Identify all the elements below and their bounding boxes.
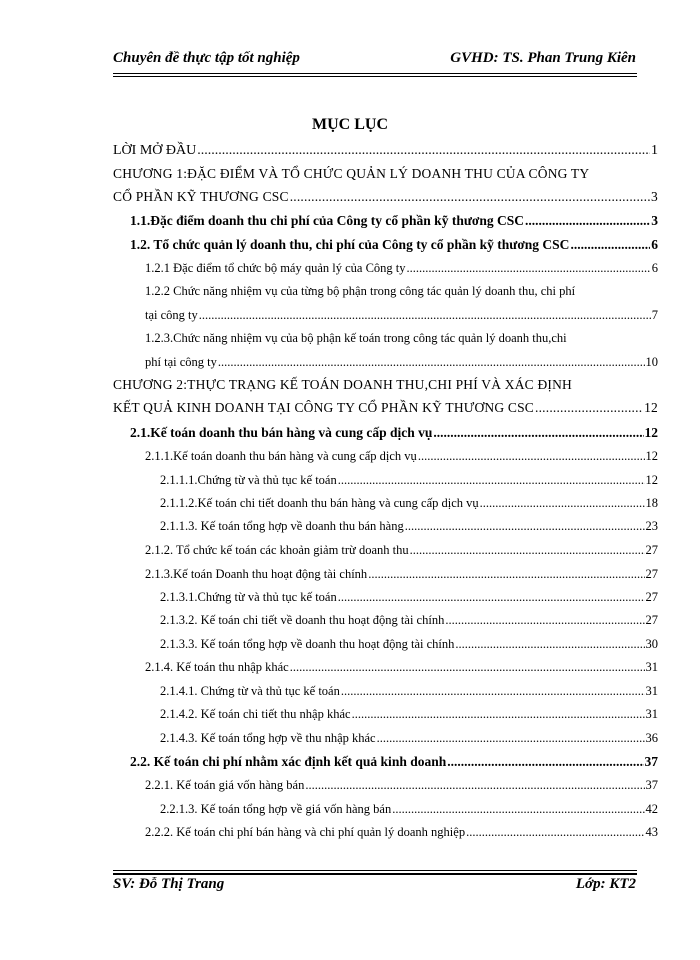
dot-leader (433, 423, 643, 443)
toc-section-2-1-1-2[interactable]: 2.1.1.2.Kế toán chi tiết doanh thu bán hàng và cung cấp dịch vụ ..... 18 (160, 493, 658, 513)
dot-leader (392, 799, 644, 819)
toc-section-2-1[interactable]: 2.1.Kế toán doanh thu bán hàng và cung cấp dịch vụ ..... 12 (130, 423, 658, 443)
dot-leader (290, 657, 645, 677)
toc-section-2-1-3[interactable]: 2.1.3.Kế toán Doanh thu hoạt động tài chính ..... 27 (145, 564, 658, 584)
footer-rule-thick (113, 873, 637, 875)
page-number: 3 (651, 213, 658, 228)
dot-leader (418, 446, 645, 466)
page-number: 36 (645, 731, 658, 745)
page-number: 37 (644, 754, 658, 769)
toc-section-2-1-1-1[interactable]: 2.1.1.1.Chứng từ và thủ tục kế toán ..... 12 (160, 470, 658, 490)
dot-leader (407, 258, 651, 278)
dot-leader (525, 211, 650, 231)
toc-section-2-2-1[interactable]: 2.2.1. Kế toán giá vốn hàng bán ..... 37 (145, 775, 658, 795)
toc-section-2-1-4-2[interactable]: 2.1.4.2. Kế toán chi tiết thu nhập khác ..... 31 (160, 704, 658, 724)
toc-section-2-2[interactable]: 2.2. Kế toán chi phí nhằm xác định kết quả kinh doanh ..... 37 (130, 752, 658, 772)
toc-section-1-1[interactable]: 1.1.Đặc điểm doanh thu chi phí của Công ty cổ phần kỹ thương CSC ..... 3 (130, 211, 658, 231)
toc-chapter-2-line2[interactable]: KẾT QUẢ KINH DOANH TẠI CÔNG TY CỔ PHẦN KỸ THƯƠNG CSC ..... 12 (113, 398, 658, 418)
dot-leader (197, 141, 650, 161)
toc-section-2-1-1[interactable]: 2.1.1.Kế toán doanh thu bán hàng và cung cấp dịch vụ ..... 12 (145, 446, 658, 466)
toc-chapter-1-line1[interactable]: CHƯƠNG 1:ĐẶC ĐIỂM VÀ TỔ CHỨC QUẢN LÝ DOANH THU CỦA CÔNG TY (113, 166, 590, 181)
footer-rule-thin (113, 870, 637, 871)
toc-section-2-1-3-2[interactable]: 2.1.3.2. Kế toán chi tiết về doanh thu hoạt động tài chính ..... 27 (160, 610, 658, 630)
dot-leader (455, 634, 644, 654)
toc-section-1-2-1[interactable]: 1.2.1 Đặc điểm tổ chức bộ máy quản lý của Công ty ..... 6 (145, 258, 658, 278)
dot-leader (447, 752, 643, 772)
page-number: 31 (645, 684, 658, 698)
dot-leader (352, 704, 645, 724)
dot-leader (535, 398, 643, 418)
footer-class: Lớp: KT2 (575, 876, 636, 892)
page-number: 27 (645, 613, 658, 627)
page-number: 12 (644, 400, 658, 415)
dot-leader (368, 564, 644, 584)
page-number: 12 (645, 473, 658, 487)
page-number: 27 (645, 543, 658, 557)
page-number: 27 (645, 590, 658, 604)
dot-leader (338, 587, 645, 607)
dot-leader (445, 610, 644, 630)
page-number: 3 (651, 189, 658, 204)
page-header (113, 50, 636, 72)
page-number: 6 (651, 261, 658, 275)
toc-section-1-2[interactable]: 1.2. Tổ chức quản lý doanh thu, chi phí của Công ty cổ phần kỹ thương CSC ..... 6 (130, 235, 658, 255)
page-number: 30 (645, 637, 658, 651)
toc-section-2-1-4-1[interactable]: 2.1.4.1. Chứng từ và thủ tục kế toán ..... 31 (160, 681, 658, 701)
page-number: 23 (645, 519, 658, 533)
dot-leader (218, 352, 645, 372)
toc-section-2-1-2[interactable]: 2.1.2. Tổ chức kế toán các khoản giảm trừ doanh thu ..... 27 (145, 540, 658, 560)
toc-section-2-1-3-1[interactable]: 2.1.3.1.Chứng từ và thủ tục kế toán ..... 27 (160, 587, 658, 607)
page-footer (113, 876, 636, 898)
toc-section-2-1-3-3[interactable]: 2.1.3.3. Kế toán tổng hợp về doanh thu hoạt động tài chính ..... 30 (160, 634, 658, 654)
toc-section-1-2-2-line1[interactable]: 1.2.2 Chức năng nhiệm vụ của từng bộ phận trong công tác quản lý doanh thu, chi phí (145, 284, 576, 298)
toc-chapter-1-line2[interactable]: CỔ PHẦN KỸ THƯƠNG CSC ..... 3 (113, 187, 658, 207)
page-number: 12 (645, 449, 658, 463)
dot-leader (377, 728, 645, 748)
toc-chapter-2-line1[interactable]: CHƯƠNG 2:THỰC TRẠNG KẾ TOÁN DOANH THU,CHI PHÍ VÀ XÁC ĐỊNH (113, 377, 572, 392)
footer-student: SV: Đỗ Thị Trang (113, 876, 225, 892)
header-rule-thick (113, 73, 637, 74)
toc-section-1-2-2-line2[interactable]: tại công ty ..... 7 (145, 305, 658, 325)
toc-section-1-2-3-line2[interactable]: phí tại công ty ..... 10 (145, 352, 658, 372)
dot-leader (570, 235, 650, 255)
toc-section-2-1-4-3[interactable]: 2.1.4.3. Kế toán tổng hợp về thu nhập khác ..... 36 (160, 728, 658, 748)
dot-leader (480, 493, 645, 513)
dot-leader (466, 822, 644, 842)
page-number: 42 (645, 802, 658, 816)
toc-section-2-2-1-3[interactable]: 2.2.1.3. Kế toán tổng hợp về giá vốn hàng bán ..... 42 (160, 799, 658, 819)
page-number: 43 (645, 825, 658, 839)
page-number: 27 (645, 567, 658, 581)
header-advisor: GVHD: TS. Phan Trung Kiên (450, 50, 636, 66)
toc-section-2-1-1-3[interactable]: 2.1.1.3. Kế toán tổng hợp về doanh thu bán hàng ..... 23 (160, 516, 658, 536)
page-title: MỤC LỤC (312, 116, 388, 133)
toc-section-2-2-2[interactable]: 2.2.2. Kế toán chi phí bán hàng và chi phí quản lý doanh nghiệp ..... 43 (145, 822, 658, 842)
dot-leader (338, 470, 645, 490)
dot-leader (410, 540, 645, 560)
header-course-title: Chuyên đề thực tập tốt nghiệp (113, 50, 300, 66)
toc-entry-intro[interactable]: LỜI MỞ ĐẦU ..... 1 (113, 141, 658, 161)
page-number: 31 (645, 707, 658, 721)
page-number: 6 (651, 237, 658, 252)
dot-leader (199, 305, 651, 325)
toc-section-2-1-4[interactable]: 2.1.4. Kế toán thu nhập khác ..... 31 (145, 657, 658, 677)
toc-section-1-2-3-line1[interactable]: 1.2.3.Chức năng nhiệm vụ của bộ phận kế toán trong công tác quản lý doanh thu,chi (145, 331, 567, 345)
header-rule-thin (113, 76, 637, 77)
page-number: 7 (651, 308, 658, 322)
dot-leader (405, 516, 645, 536)
page-number: 10 (645, 355, 658, 369)
page-number: 18 (645, 496, 658, 510)
dot-leader (290, 187, 650, 207)
page-number: 37 (645, 778, 658, 792)
page-number: 12 (644, 425, 658, 440)
page-number: 31 (645, 660, 658, 674)
dot-leader (305, 775, 644, 795)
page-number: 1 (651, 143, 658, 158)
dot-leader (341, 681, 645, 701)
